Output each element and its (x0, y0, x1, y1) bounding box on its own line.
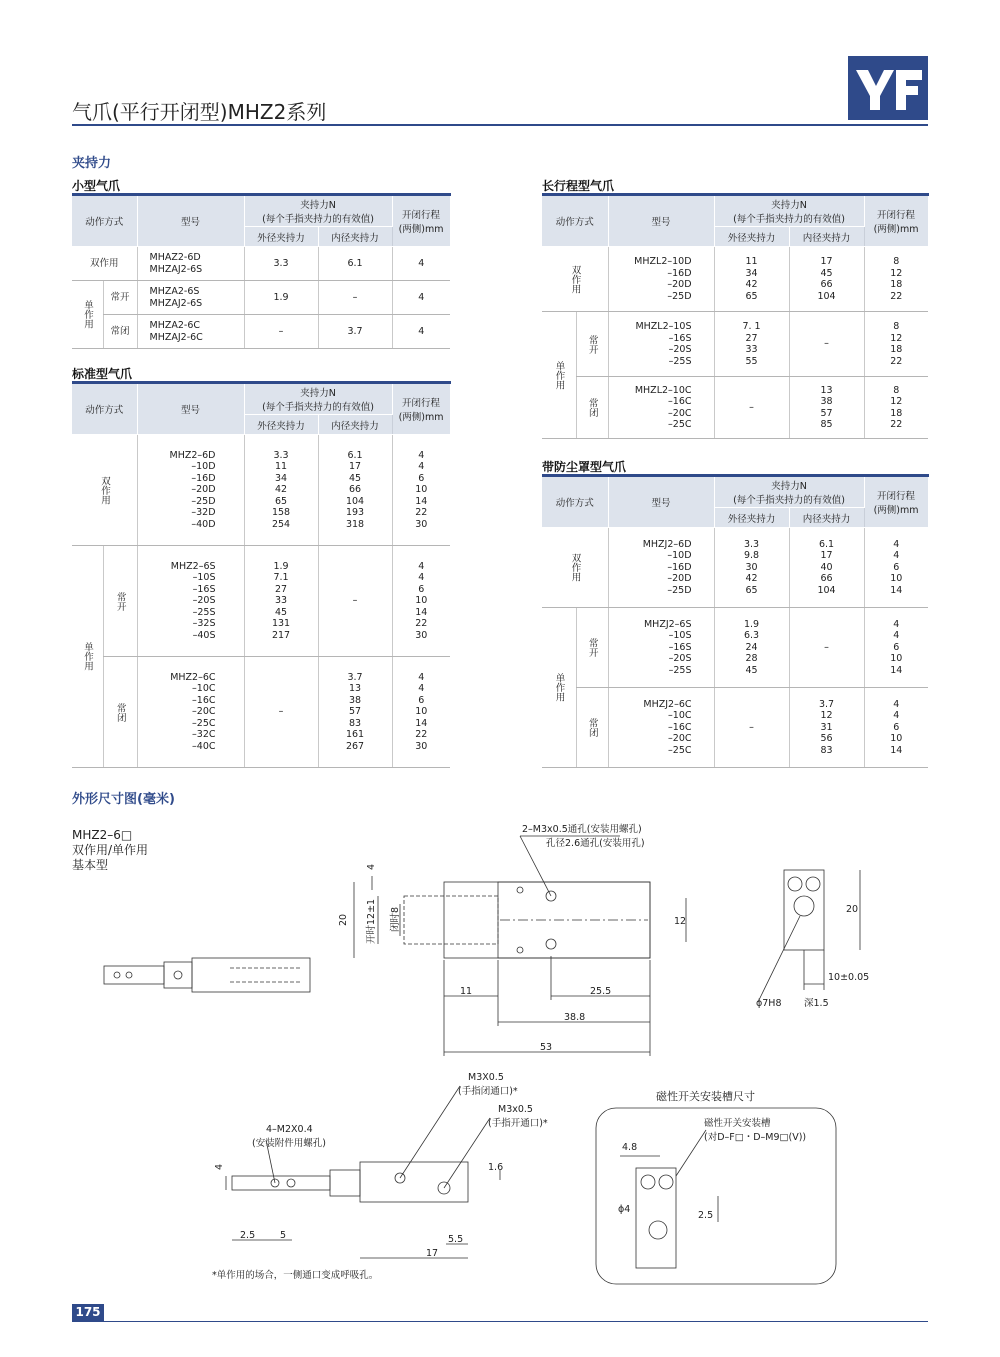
dim-11: 11 (460, 986, 473, 997)
standard-table-title: 标准型气爪 (72, 367, 133, 381)
standard-gripper-table: 动作方式 型号 夹持力N (每个手指夹持力的有效值) 开闭行程 (两侧)mm 外径夹持力 内径夹持力 双作用 MHZ2–6D –10D –16D –20D –25D –32D –40D 3.3 11 34 42 65 158 254 6.1 17 45 66 104 193 318 4 4 6 10 14 22 30 单作用 常开 MHZ2–6S –10S –16S –20S –25S –32S –40S 1.9 7.1 27 33 45 131 217 – 4 4 6 10 14 22 30 常闭 MHZ2–6C –10C –16C –20C –25C –32C –40C – 3.7 13 38 57 83 161 267 4 4 6 10 14 22 30 (72, 381, 451, 768)
dim-m2b: (安装附件用螺孔) (252, 1138, 326, 1149)
model-caption: MHZ2–6□ 双作用/单作用 基本型 (72, 828, 149, 872)
col-action: 动作方式 (72, 195, 137, 247)
section-dimensions: 外形尺寸图(毫米) (72, 792, 175, 807)
dim-hole2: 孔径2.6通孔(安装用孔) (546, 838, 645, 849)
page-title: 气爪(平行开闭型)MHZ2系列 (72, 100, 327, 124)
col-inner: 内径夹持力 (318, 227, 392, 247)
dim-side-depth: 深1.5 (804, 998, 829, 1009)
dim-17: 17 (426, 1248, 439, 1259)
dim-close: 闭时8 (390, 906, 401, 932)
dim-53: 53 (540, 1042, 553, 1053)
table-row: 单作用 常开 MHZL2–10S –16S –20S –25S 7. 1 27 33 55 – 8 12 18 22 (542, 312, 928, 377)
dim-5: 5 (280, 1230, 287, 1241)
footer-rule (72, 1321, 928, 1322)
dim-1-6: 1.6 (488, 1162, 504, 1173)
table-row: 双作用 MHAZ2-6D MHZAJ2-6S 3.3 6.1 4 (72, 247, 450, 281)
col-force: 夹持力N (每个手指夹持力的有效值) (244, 195, 392, 227)
page-number: 175 (72, 1304, 104, 1321)
dim-38-8: 38.8 (564, 1012, 586, 1023)
small-table-title: 小型气爪 (72, 179, 121, 193)
dim-2-5: 2.5 (240, 1230, 256, 1241)
table-row: 单作用 常开 MHZA2-6S MHZAJ2-6S 1.9 – 4 (72, 281, 450, 315)
col-model: 型号 (137, 195, 244, 247)
table-row: 双作用 MHZJ2–6D –10D –16D –20D –25D 3.3 9.8 30 42 65 6.1 17 40 66 104 4 4 6 10 14 (542, 528, 928, 608)
dim-25-5: 25.5 (590, 986, 612, 997)
dim-4: 4 (366, 863, 377, 870)
dim-m2: 4–M2X0.4 (266, 1124, 313, 1135)
dim-12: 12 (674, 916, 687, 927)
table-row: 常闭 MHZA2-6C MHZAJ2-6C – 3.7 4 (72, 315, 450, 349)
switch-2-5: 2.5 (698, 1210, 714, 1221)
long-stroke-table: 动作方式 型号 夹持力N (每个手指夹持力的有效值) 开闭行程 (两侧)mm 外径夹持力 内径夹持力 双作用 MHZL2–10D –16D –20D –25D 11 34 42 65 17 45 66 104 8 12 18 22 单作用 常开 MHZL2–10S –16S –20S –25S 7. 1 27 33 55 – 8 12 18 22 常闭 MHZL2–10C –16C –20C –25C – 13 38 57 85 8 12 18 22 (542, 193, 929, 439)
switch-label2: (对D–F□・D–M9□(V)) (704, 1132, 807, 1143)
table-row: 常闭 MHZL2–10C –16C –20C –25C – 13 38 57 85 8 12 18 22 (542, 377, 928, 439)
dim-5-5: 5.5 (448, 1234, 464, 1245)
col-stroke: 开闭行程 (两侧)mm (392, 195, 450, 247)
footnote: *单作用的场合，一侧通口变成呼吸孔。 (212, 1270, 379, 1281)
dim-side-hole: ϕ7H8 (756, 998, 782, 1009)
table-row: 单作用 常开 MHZ2–6S –10S –16S –20S –25S –32S –40S 1.9 7.1 27 33 45 131 217 – 4 4 6 10 14 22 30 (72, 546, 450, 657)
table-row: 双作用 MHZ2–6D –10D –16D –20D –25D –32D –40D 3.3 11 34 42 65 158 254 6.1 17 45 66 104 193 318 4 4 6 10 14 22 30 (72, 435, 450, 546)
dim-open: 开时12±1 (366, 898, 377, 944)
section-clamp-force: 夹持力 (72, 156, 112, 171)
dim-m3a2: (手指闭通口)* (458, 1086, 518, 1097)
dust-table-title: 带防尘罩型气爪 (542, 460, 627, 474)
dim-m3b2: (手指开通口)* (488, 1118, 548, 1129)
table-row: 常闭 MHZJ2–6C –10C –16C –20C –25C – 3.7 12 31 56 83 4 4 6 10 14 (542, 688, 928, 768)
dust-cover-table: 动作方式 型号 夹持力N (每个手指夹持力的有效值) 开闭行程 (两侧)mm 外径夹持力 内径夹持力 双作用 MHZJ2–6D –10D –16D –20D –25D 3.3 9.8 30 42 65 6.1 17 40 66 104 4 4 6 10 14 单作用 常开 MHZJ2–6S –10S –16S –20S –25S 1.9 6.3 24 28 45 – 4 4 6 10 14 常闭 MHZJ2–6C –10C –16C –20C –25C – 3.7 12 31 56 83 4 4 6 10 14 (542, 474, 929, 768)
dim-4b: 4 (214, 1163, 225, 1170)
dim-side-10: 10±0.05 (828, 972, 870, 983)
dim-m3b: M3x0.5 (498, 1104, 533, 1115)
dim-m3a: M3X0.5 (468, 1072, 504, 1083)
switch-4-8: 4.8 (622, 1142, 638, 1153)
col-outer: 外径夹持力 (244, 227, 318, 247)
dim-20: 20 (338, 913, 349, 926)
switch-title: 磁性开关安装槽尺寸 (656, 1090, 755, 1103)
table-row: 常闭 MHZ2–6C –10C –16C –20C –25C –32C –40C – 3.7 13 38 57 83 161 267 4 4 6 10 14 22 30 (72, 657, 450, 768)
table-row: 单作用 常开 MHZJ2–6S –10S –16S –20S –25S 1.9 6.3 24 28 45 – 4 4 6 10 14 (542, 608, 928, 688)
switch-phi4: ϕ4 (618, 1204, 631, 1215)
dim-hole1: 2–M3x0.5通孔(安装用螺孔) (522, 824, 642, 835)
dim-side-20: 20 (846, 904, 859, 915)
long-table-title: 长行程型气爪 (542, 179, 615, 193)
table-row: 双作用 MHZL2–10D –16D –20D –25D 11 34 42 65 17 45 66 104 8 12 18 22 (542, 247, 928, 312)
switch-label: 磁性开关安装槽 (704, 1118, 771, 1129)
